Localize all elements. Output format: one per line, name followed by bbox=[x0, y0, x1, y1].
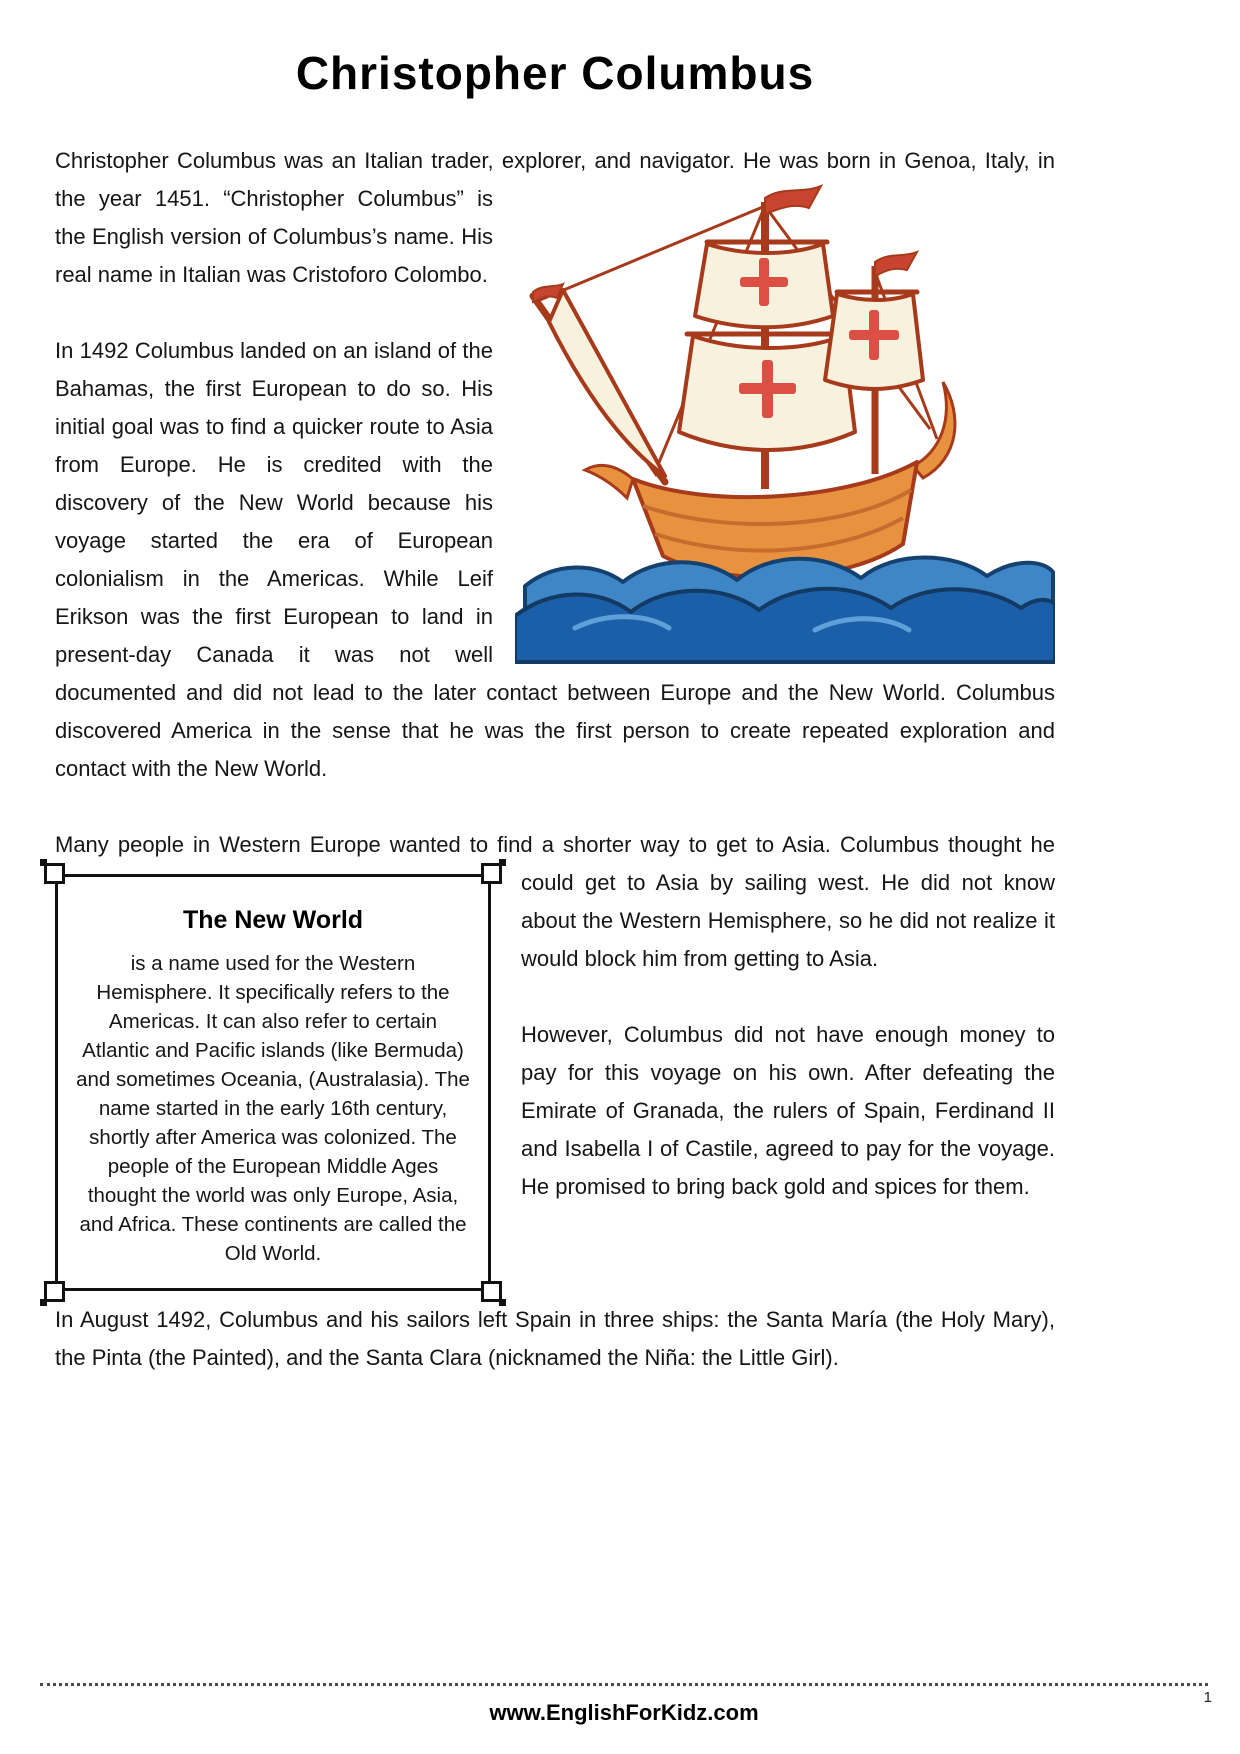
page-title: Christopher Columbus bbox=[295, 47, 815, 99]
box-corner-ornament bbox=[481, 1281, 502, 1302]
document-content bbox=[55, 0, 1055, 1415]
page-number: 1 bbox=[1203, 1689, 1212, 1706]
money-paragraph: However, Columbus did not have enough money to pay for this voyage on his own. After defeating the Emirate of Granada, the rulers of Spain, Ferdinand II and Isabella I of Castile, agreed to pay for the voyage. He promised to bring back gold and spices for them. bbox=[521, 1022, 1055, 1199]
box-title: The New World bbox=[182, 906, 364, 934]
three-ships-paragraph: In August 1492, Columbus and his sailors left Spain in three ships: the Santa María (the Holy Mary), the Pinta (the Painted), and the Santa Clara (nicknamed the Niña: the Little Girl). bbox=[55, 1307, 1055, 1370]
shorter-way-text-2: Columbus thought he could get to Asia by sailing west. He did not know about the Western Hemisphere, so he did not realize it would block him from getting to Asia. bbox=[521, 832, 1056, 971]
footer-divider bbox=[40, 1683, 1208, 1686]
new-world-box bbox=[55, 874, 491, 1291]
shorter-way-text-1: Many people in Western Europe wanted to find a shorter way to get to Asia. bbox=[55, 832, 831, 857]
page-footer bbox=[40, 1683, 1212, 1726]
box-corner-ornament bbox=[481, 863, 502, 884]
sailing-ship-icon bbox=[515, 184, 1055, 664]
ship-illustration bbox=[515, 184, 1055, 664]
box-corner-ornament bbox=[44, 1281, 65, 1302]
voyage-paragraph: In 1492 Columbus landed on an island of the Bahamas, the first European to do so. His initial goal was to find a quicker route to Asia from Europe. He is credited with the discovery of the New World because his voyage started the era of European colonialism in the Americas. While Leif Erikson was the first European to land in present-day Canada it was not well documented and did not lead to the later contact between Europe and the New World. Columbus discovered America in the sense that he was the first person to create repeated exploration and contact with the New World. bbox=[55, 338, 1055, 781]
intro-text-2: Genoa, Italy, in the year 1451. “Christopher Columbus” is the English version of Columbus’s name. His real name in Italian was Cristoforo Colombo. bbox=[55, 148, 1055, 287]
box-corner-ornament bbox=[44, 863, 65, 884]
box-body-text: is a name used for the Western Hemisphere. It specifically refers to the Americas. It can also refer to certain Atlantic and Pacific islands (like Bermuda) and sometimes Oceania, (Australasia). The name started in the early 16th century, shortly after America was colonized. The people of the European Middle Ages thought the world was only Europe, Asia, and Africa. These continents are called the Old World. bbox=[76, 952, 470, 1265]
intro-text-1: Christopher Columbus was an Italian trader, explorer, and navigator. He was born in bbox=[55, 148, 897, 173]
intro-paragraph bbox=[55, 142, 1055, 294]
footer-website-url: www.EnglishForKidz.com bbox=[489, 1700, 759, 1725]
